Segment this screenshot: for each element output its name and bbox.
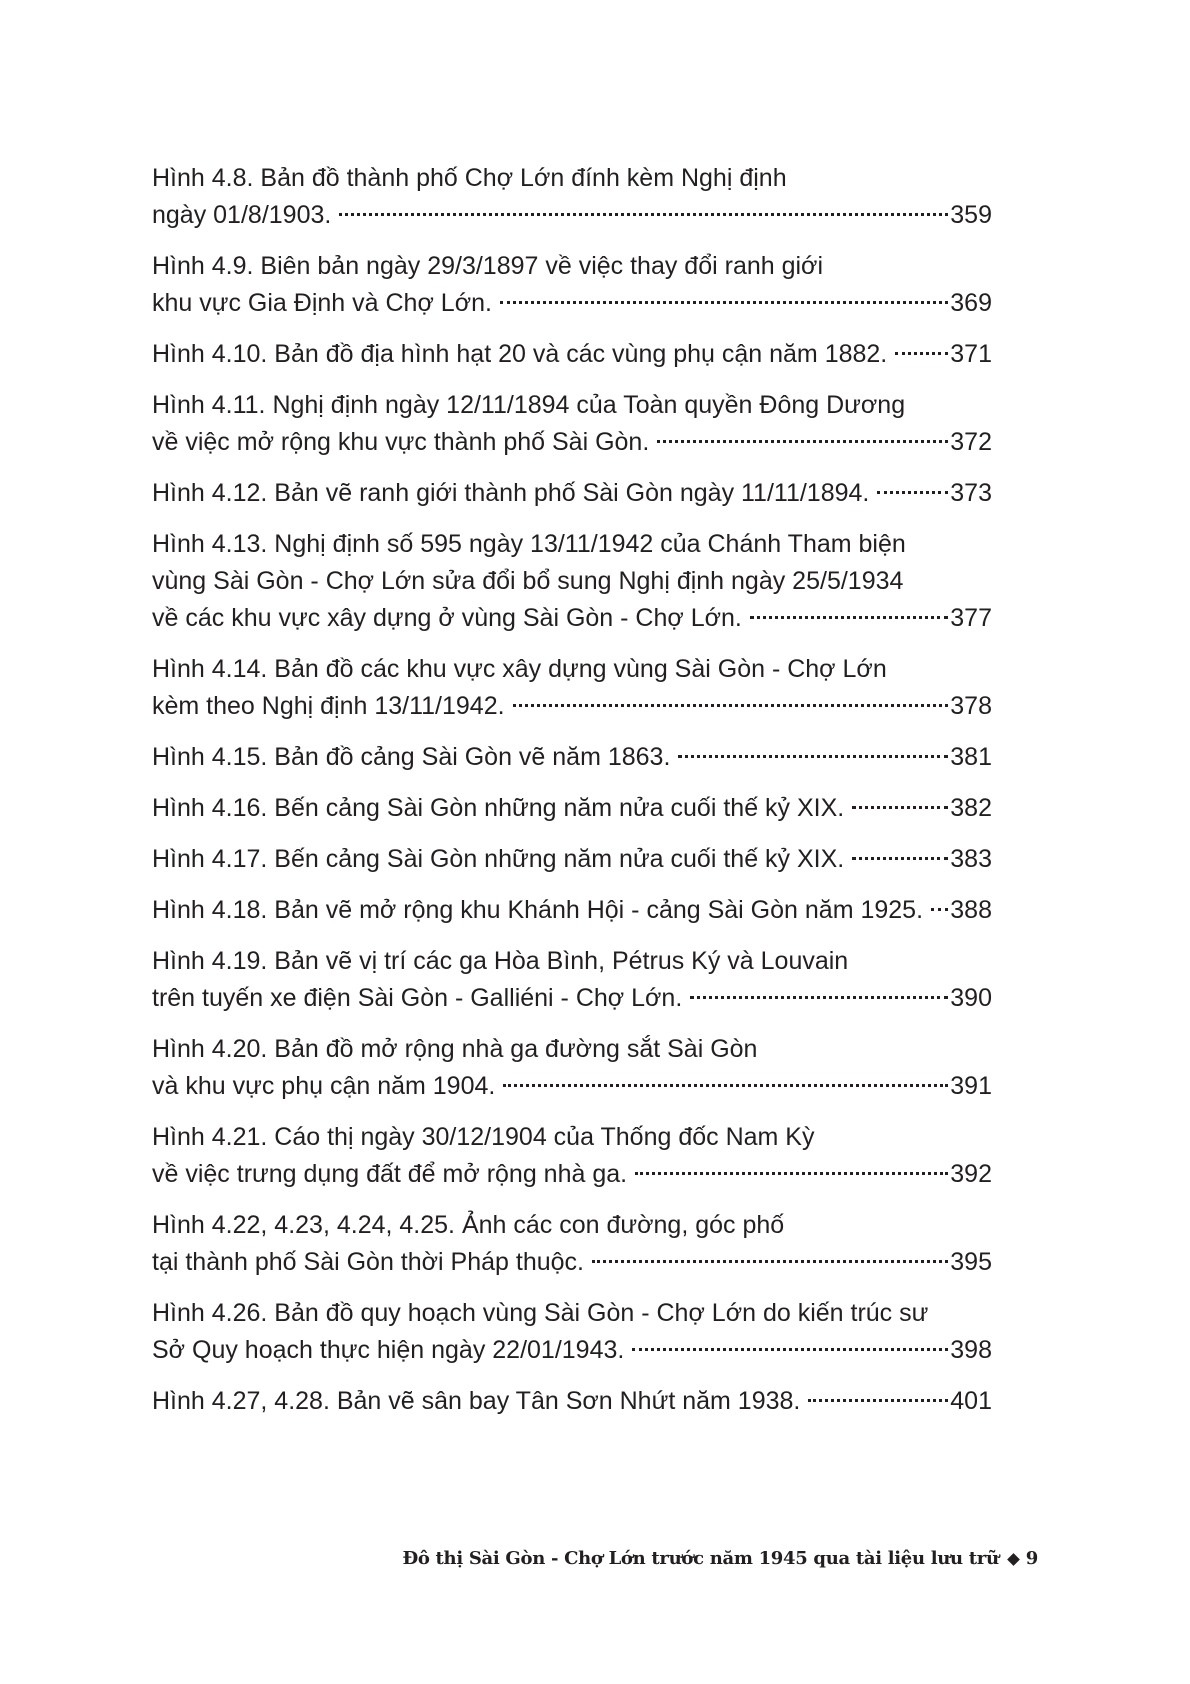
toc-page-number: 383 — [950, 845, 992, 873]
footer-page-number: 9 — [1025, 1548, 1038, 1569]
toc-page-number: 390 — [950, 984, 992, 1012]
dot-leader — [635, 1172, 948, 1175]
toc-entry-last-line — [152, 424, 992, 461]
toc-page-number: 377 — [950, 604, 992, 632]
toc-entry — [152, 248, 992, 322]
dot-leader — [750, 616, 948, 619]
toc-entry — [152, 841, 992, 878]
toc-entry-line: kèm theo Nghị định 13/11/1942. — [152, 692, 505, 720]
toc-page-number: 373 — [950, 479, 992, 507]
toc-entry-last-line — [152, 1383, 992, 1420]
toc-entry-last-line — [152, 197, 992, 234]
dot-leader — [592, 1260, 948, 1263]
toc-entry-line: ngày 01/8/1903. — [152, 201, 332, 229]
toc-entry-line: Hình 4.16. Bến cảng Sài Gòn những năm nửa cuối thế kỷ XIX. — [152, 794, 845, 822]
footer-book-title: Đô thị Sài Gòn - Chợ Lớn trước năm 1945 qua tài liệu lưu trữ — [402, 1548, 999, 1569]
toc-entry-last-line — [152, 1332, 992, 1369]
dot-leader — [852, 857, 948, 860]
toc-entry-line: Hình 4.17. Bến cảng Sài Gòn những năm nửa cuối thế kỷ XIX. — [152, 845, 845, 873]
toc-entry-line: về việc trưng dụng đất để mở rộng nhà ga. — [152, 1160, 628, 1188]
toc-page-number: 372 — [950, 428, 992, 456]
dot-leader — [503, 1084, 948, 1087]
toc-entry-last-line — [152, 892, 992, 929]
dot-leader — [513, 704, 949, 707]
toc-page-number: 392 — [950, 1160, 992, 1188]
toc-page-number: 398 — [950, 1336, 992, 1364]
toc-page-number: 381 — [950, 743, 992, 771]
toc-entry-line: Hình 4.8. Bản đồ thành phố Chợ Lớn đính kèm Nghị định — [152, 164, 787, 192]
diamond-bullet-icon — [1007, 1553, 1020, 1566]
toc-entry-line: khu vực Gia Định và Chợ Lớn. — [152, 289, 492, 317]
toc-entry-last-line — [152, 790, 992, 827]
toc-entry-last-line — [152, 475, 992, 512]
table-of-figures — [152, 160, 992, 1434]
toc-entry-line: Hình 4.11. Nghị định ngày 12/11/1894 của Toàn quyền Đông Dương — [152, 391, 906, 419]
toc-entry — [152, 790, 992, 827]
toc-entry — [152, 336, 992, 373]
toc-entry-line: Hình 4.18. Bản vẽ mở rộng khu Khánh Hội - cảng Sài Gòn năm 1925. — [152, 896, 924, 924]
toc-entry-line: Hình 4.12. Bản vẽ ranh giới thành phố Sài Gòn ngày 11/11/1894. — [152, 479, 870, 507]
toc-entry — [152, 1119, 992, 1193]
toc-page-number: 382 — [950, 794, 992, 822]
toc-entry-line: và khu vực phụ cận năm 1904. — [152, 1072, 496, 1100]
dot-leader — [808, 1399, 948, 1402]
toc-entry-line: về các khu vực xây dựng ở vùng Sài Gòn - Chợ Lớn. — [152, 604, 742, 632]
toc-entry-line: Hình 4.14. Bản đồ các khu vực xây dựng vùng Sài Gòn - Chợ Lớn — [152, 655, 887, 683]
toc-entry-line: về việc mở rộng khu vực thành phố Sài Gòn. — [152, 428, 650, 456]
toc-entry — [152, 526, 992, 637]
toc-entry-last-line — [152, 841, 992, 878]
toc-entry — [152, 160, 992, 234]
toc-entry — [152, 739, 992, 776]
toc-entry-line: Hình 4.26. Bản đồ quy hoạch vùng Sài Gòn - Chợ Lớn do kiến trúc sư — [152, 1299, 929, 1327]
toc-entry — [152, 943, 992, 1017]
toc-page-number: 391 — [950, 1072, 992, 1100]
toc-entry-last-line — [152, 688, 992, 725]
dot-leader — [500, 301, 948, 304]
toc-page-number: 395 — [950, 1248, 992, 1276]
dot-leader — [690, 996, 948, 999]
toc-entry — [152, 1207, 992, 1281]
toc-page-number: 359 — [950, 201, 992, 229]
toc-entry-line: Hình 4.19. Bản vẽ vị trí các ga Hòa Bình, Pétrus Ký và Louvain — [152, 947, 849, 975]
toc-entry-last-line — [152, 1244, 992, 1281]
dot-leader — [895, 352, 948, 355]
toc-entry — [152, 651, 992, 725]
toc-entry-last-line — [152, 739, 992, 776]
running-footer — [402, 1548, 1038, 1569]
toc-entry-last-line — [152, 336, 992, 373]
toc-entry-line: Sở Quy hoạch thực hiện ngày 22/01/1943. — [152, 1336, 625, 1364]
toc-entry-line: Hình 4.22, 4.23, 4.24, 4.25. Ảnh các con đường, góc phố — [152, 1211, 785, 1239]
toc-page-number: 371 — [950, 340, 992, 368]
toc-entry — [152, 1295, 992, 1369]
toc-entry-line: Hình 4.9. Biên bản ngày 29/3/1897 về việc thay đổi ranh giới — [152, 252, 824, 280]
dot-leader — [657, 440, 948, 443]
toc-entry — [152, 1031, 992, 1105]
toc-entry-line: Hình 4.13. Nghị định số 595 ngày 13/11/1942 của Chánh Tham biện — [152, 530, 906, 558]
toc-entry — [152, 475, 992, 512]
toc-entry-line: Hình 4.10. Bản đồ địa hình hạt 20 và các vùng phụ cận năm 1882. — [152, 340, 888, 368]
toc-entry-line: Hình 4.21. Cáo thị ngày 30/12/1904 của Thống đốc Nam Kỳ — [152, 1123, 815, 1151]
toc-page-number: 401 — [950, 1387, 992, 1415]
toc-entry-last-line — [152, 600, 992, 637]
dot-leader — [678, 755, 948, 758]
toc-entry-last-line — [152, 285, 992, 322]
toc-entry — [152, 387, 992, 461]
toc-entry-last-line — [152, 1068, 992, 1105]
toc-page-number: 388 — [950, 896, 992, 924]
dot-leader — [877, 491, 948, 494]
toc-entry-line: tại thành phố Sài Gòn thời Pháp thuộc. — [152, 1248, 584, 1276]
toc-entry-last-line — [152, 980, 992, 1017]
toc-entry-line: vùng Sài Gòn - Chợ Lớn sửa đổi bổ sung Nghị định ngày 25/5/1934 — [152, 567, 904, 595]
toc-entry-line: trên tuyến xe điện Sài Gòn - Galliéni - Chợ Lớn. — [152, 984, 683, 1012]
toc-entry-last-line — [152, 1156, 992, 1193]
toc-page-number: 378 — [950, 692, 992, 720]
dot-leader — [632, 1348, 948, 1351]
toc-entry — [152, 1383, 992, 1420]
toc-entry — [152, 892, 992, 929]
toc-entry-line: Hình 4.20. Bản đồ mở rộng nhà ga đường sắt Sài Gòn — [152, 1035, 758, 1063]
dot-leader — [931, 908, 948, 911]
toc-entry-line: Hình 4.27, 4.28. Bản vẽ sân bay Tân Sơn Nhứt năm 1938. — [152, 1387, 801, 1415]
toc-page-number: 369 — [950, 289, 992, 317]
toc-entry-line: Hình 4.15. Bản đồ cảng Sài Gòn vẽ năm 1863. — [152, 743, 671, 771]
dot-leader — [339, 213, 948, 216]
dot-leader — [852, 806, 948, 809]
